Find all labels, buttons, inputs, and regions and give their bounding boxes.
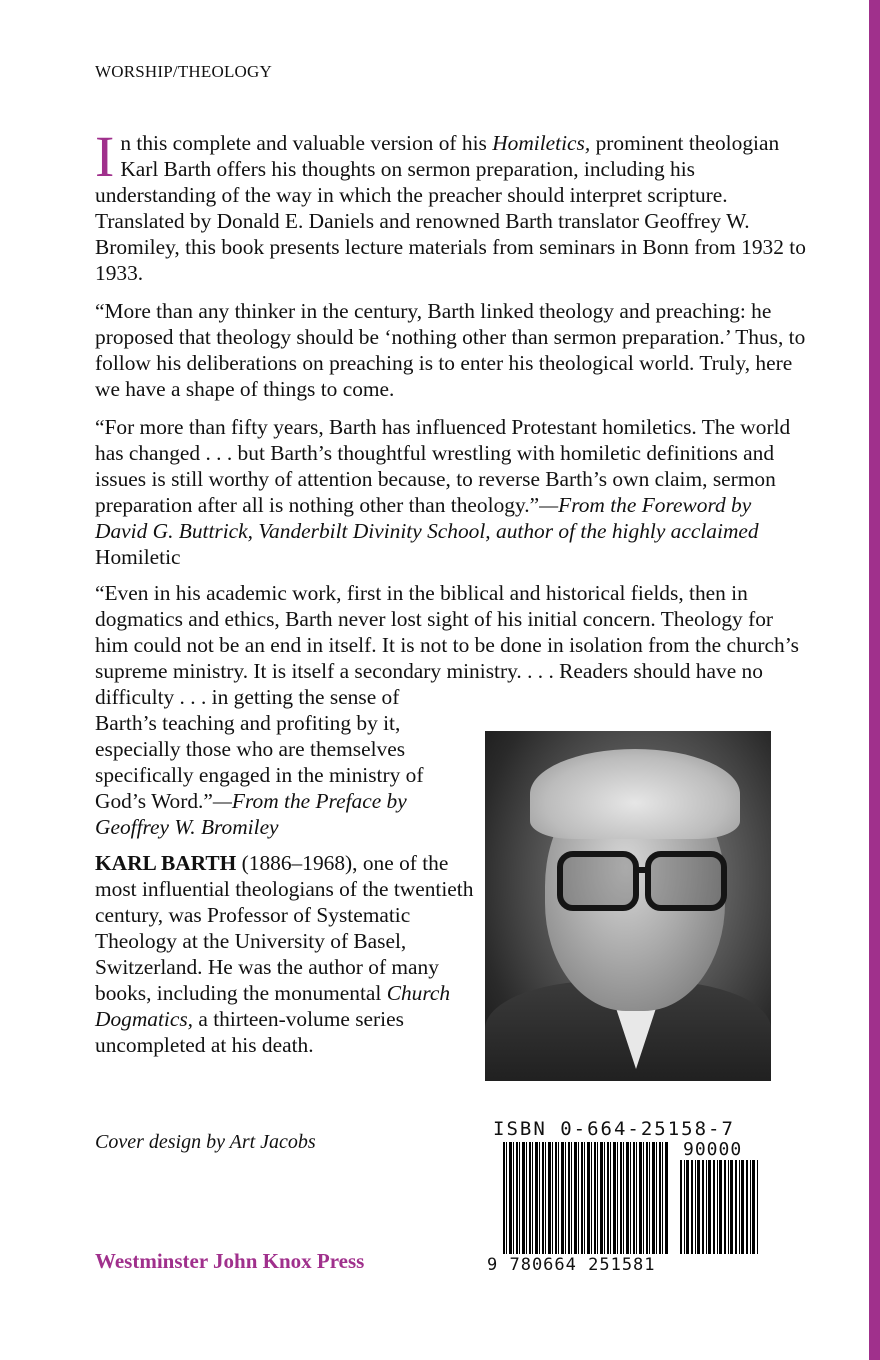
ean-number: 9 780664 251581	[487, 1255, 656, 1275]
quote-paragraph-2	[95, 414, 807, 570]
quote-3-text: “Even in his academic work, first in the biblical and historical fields, then in dogmatics and ethics, Barth never lost sight of his initial concern. Theology for him could not be an end in itself. It is not to be done in isolation from the church’s supreme ministry. It is itself a secondary ministry. . . . Readers should have no difficulty . . . in getting the sense of	[95, 581, 799, 709]
spine-color-band	[869, 0, 880, 1360]
bio-text-end: a thirteen-volume series uncompleted at his death.	[95, 1007, 404, 1057]
quote-3-attribution: —From the Preface by Geoffrey W. Bromiley	[95, 789, 407, 839]
photo-glasses-left	[557, 851, 639, 911]
barcode-addon-label: 90000	[683, 1139, 743, 1160]
quote-2-book: Homiletic	[95, 545, 181, 569]
author-bio	[95, 850, 475, 1058]
author-photo	[485, 731, 771, 1081]
cover-credit: Cover design by Art Jacobs	[95, 1131, 316, 1153]
quote-paragraph-1: “More than any thinker in the century, Barth linked theology and preaching: he proposed that theology should be ‘nothing other than sermon preparation.’ Thus, to follow his deliberations on preaching is to enter his theological world. Truly, here we have a shape of things to come.	[95, 299, 806, 401]
bio-text-start: (1886–1968), one of the most influential theologians of the twentieth century, was Professor of Systematic Theology at the University of Basel, Switzerland. He was the author of many books, including the monumental	[95, 851, 474, 1005]
intro-paragraph	[95, 124, 807, 286]
photo-hair	[530, 749, 740, 839]
intro-text-start: n this complete and valuable version of his	[120, 131, 493, 155]
intro-text-end: prominent theologian Karl Barth offers his thoughts on sermon preparation, including his understanding of the way in which the preacher should interpret scripture. Translated by Donald E. Daniels and renowned Barth translator Geoffrey W. Bromiley, this book presents lecture materials from seminars in Bonn from 1932 to 1933.	[95, 131, 806, 285]
author-name: KARL BARTH	[95, 851, 237, 875]
publisher-name: Westminster John Knox Press	[95, 1249, 365, 1273]
quote-3-text-cont: Barth’s teaching and profiting by it, especially those who are themselves specifically engaged in the ministry of God’s Word.”	[95, 711, 424, 813]
quote-2-attribution: —From the Foreword by David G. Buttrick, Vanderbilt Divinity School, author of the highly acclaimed	[95, 493, 759, 543]
quote-2-text: “For more than fifty years, Barth has influenced Protestant homiletics. The world has changed . . . but Barth’s thoughtful wrestling with homiletic definitions and issues is still worthy of attention because, to reverse Barth’s own claim, sermon preparation after all is nothing other than theology.”	[95, 415, 791, 517]
photo-glasses-right	[645, 851, 727, 911]
drop-cap: I	[95, 124, 115, 189]
barcode-addon	[680, 1160, 758, 1254]
bio-work-title: Church Dogmatics,	[95, 981, 451, 1031]
isbn-label: ISBN 0-664-25158-7	[493, 1118, 735, 1140]
book-title: Homiletics,	[492, 131, 591, 155]
quote-3-wrapped	[95, 710, 465, 840]
photo-glasses-bridge	[633, 867, 651, 873]
category-label: WORSHIP/THEOLOGY	[95, 62, 272, 81]
barcode-main	[503, 1142, 669, 1254]
